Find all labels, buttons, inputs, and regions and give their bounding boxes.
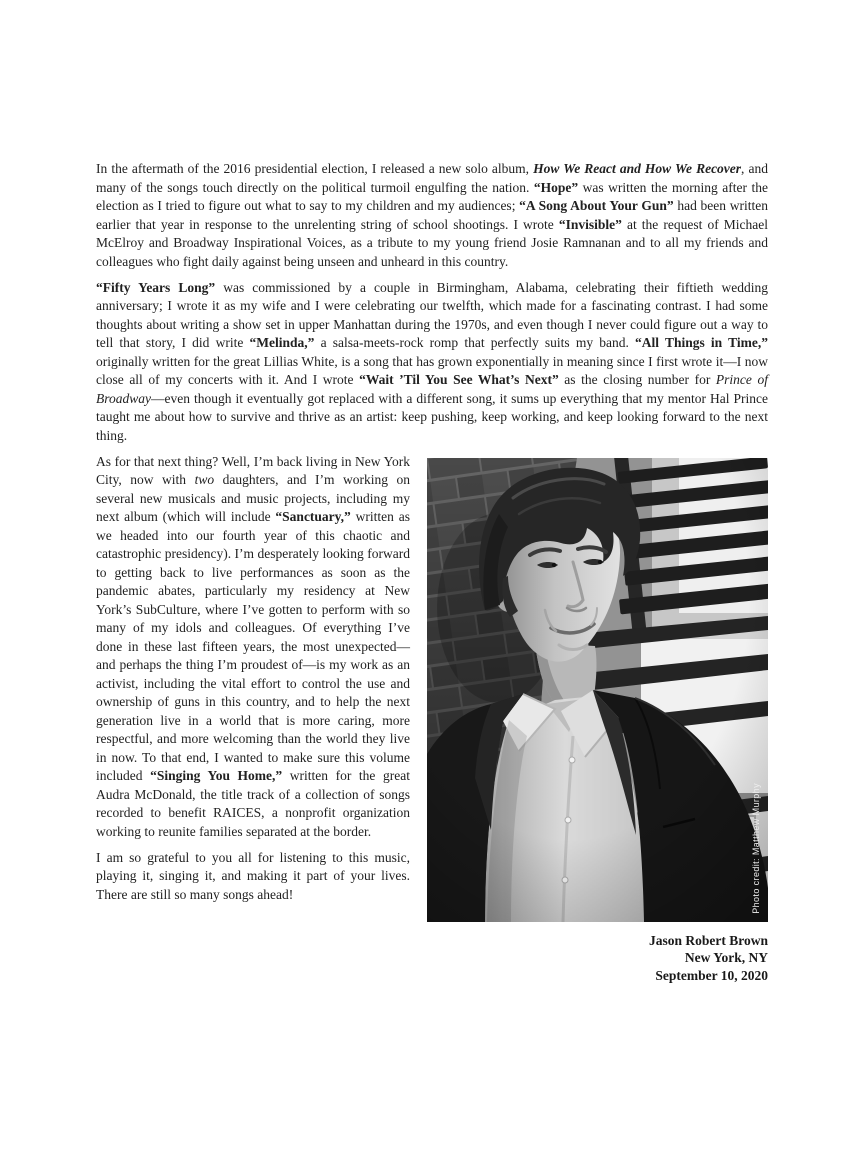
portrait-photo bbox=[427, 458, 768, 922]
signature-name: Jason Robert Brown bbox=[648, 932, 768, 948]
text-block bbox=[96, 160, 768, 984]
signature-block bbox=[96, 932, 768, 985]
intro-paragraph: In the aftermath of the 2016 presidential election, I released a new solo album, How We React and How We Recover, and many of the songs touch directly on the political turmoil engulfing the nation. “Hope” was written the morning after the election as I tried to figure out what to say to my children and my audiences; “A Song About Your Gun” had been written earlier that year in response to the unrelenting string of school shootings. I wrote “Invisible” at the request of Michael McElroy and Broadway Inspirational Voices, as a tribute to my young friend Josie Ramnanan and to all my friends and colleagues who fight daily against being unseen and unheard in this country. bbox=[96, 161, 769, 269]
signature-date: September 10, 2020 bbox=[655, 967, 768, 983]
portrait-photo-illustration bbox=[427, 458, 768, 922]
signature-location: New York, NY bbox=[684, 950, 768, 965]
gratitude-paragraph: I am so grateful to you all for listening to this music, playing it, singing it, and making it part of your lives. There are still so many songs ahead! bbox=[96, 849, 410, 902]
next-things-paragraph: Photo credit: Matthew Murphy As for that next thing? Well, I’m back living in New York City, now with two daughters, and I’m working on several new musicals and music projects, including my next album (which will include “Sanctuary,” written as we headed into our fourth year of this chaotic and catastrophic presidency). I’m desperately looking forward to getting back to live performances as soon as the pandemic abates, particularly my residency at New York’s SubCulture, where I’ve gotten to perform with so many of my idols and colleagues. Of everything I’ve done in these last fifteen years, the most unexpected—and perhaps the thing I’m proudest of—is my work as an activist, including the vital effort to control the use and ownership of guns in this country, and to help the next generation live in a world that is more caring, more respectful, and more welcoming than the world they live in now. To that end, I wanted to make sure this volume included “Singing You Home,” written for the great Audra McDonald, the title track of a collection of songs recorded to benefit RAICES, a nonprofit organization working to reunite families separated at the border. bbox=[96, 453, 768, 842]
photo-credit: Photo credit: Matthew Murphy bbox=[750, 782, 761, 914]
songs-paragraph: “Fifty Years Long” was commissioned by a couple in Birmingham, Alabama, celebrating their fiftieth wedding anniversary; I wrote it as my wife and I were celebrating our twelfth, which made for a fascinating contrast. I had some thoughts about writing a show set in upper Manhattan during the 1970s, and even though I never could figure out a way to tell that story, I did write “Melinda,” a salsa-meets-rock romp that perfectly suits my band. “All Things in Time,” originally written for the great Lillias White, is a song that has grown exponentially in meaning since I first wrote it—I now close all of my concerts with it. And I wrote “Wait ’Til You See What’s Next” as the closing number for Prince of Broadway—even though it eventually got replaced with a different song, it sums up everything that my mentor Hal Prince taught me about how to survive and thrive as an artist: keep pushing, keep working, and keep looking forward to the next thing. bbox=[96, 279, 768, 443]
